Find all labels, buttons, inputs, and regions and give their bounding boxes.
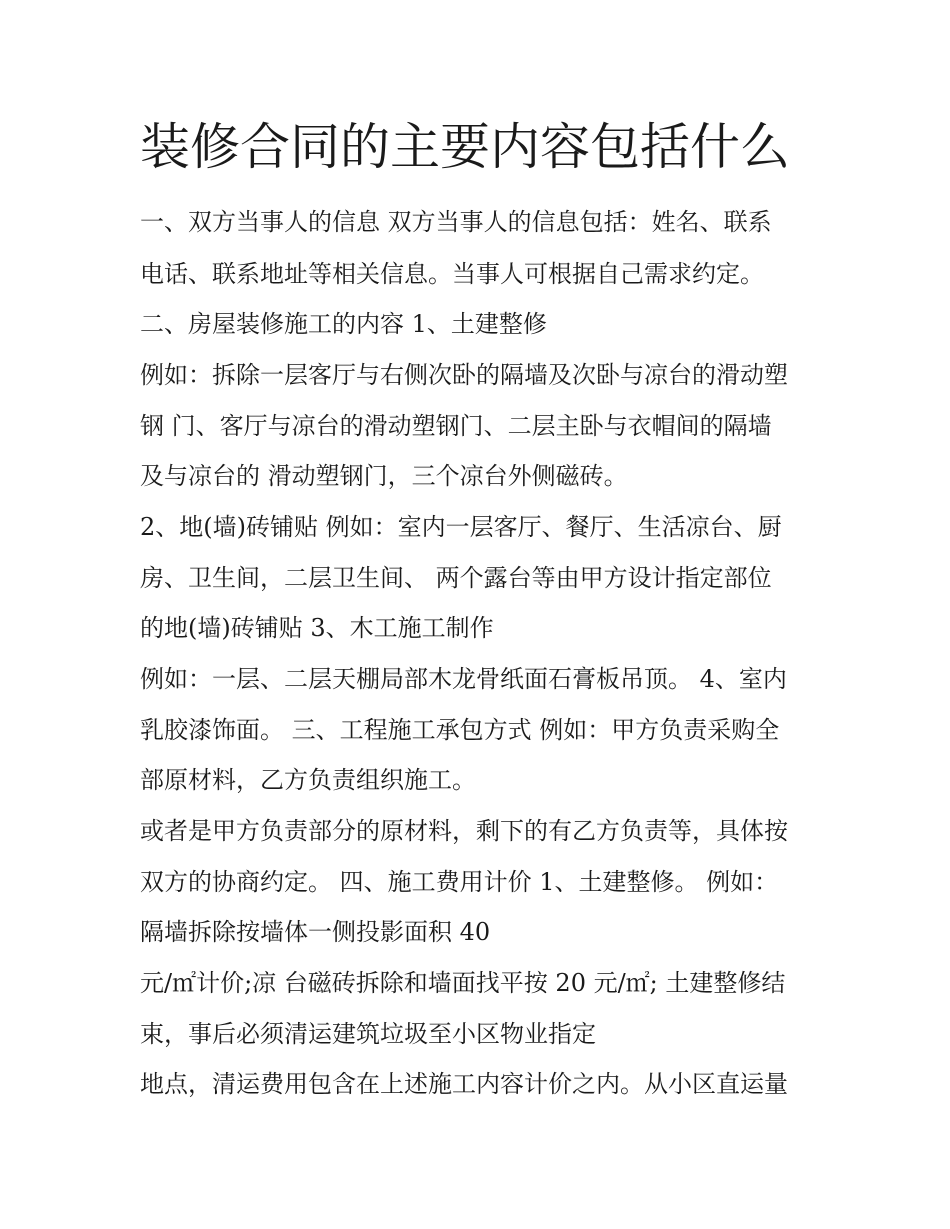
body-line: 及与凉台的 滑动塑钢门，三个凉台外侧磁砖。 [140,462,628,490]
body-line: 例如：一层、二层天棚局部木龙骨纸面石膏板吊顶。 4、室内 [140,665,787,693]
body-line: 2、地(墙)砖铺贴 例如：室内一层客厅、餐厅、生活凉台、厨 [140,513,782,541]
body-line: 元/㎡计价;凉 台磁砖拆除和墙面找平按 20 元/㎡; 土建整修结 [140,969,786,997]
body-line: 例如：拆除一层客厅与右侧次卧的隔墙及次卧与凉台的滑动塑 [140,361,788,389]
body-line: 地点，清运费用包含在上述施工内容计价之内。从小区直运量 [140,1070,788,1098]
body-line: 双方的协商约定。 四、施工费用计价 1、土建整修。 例如： [140,868,779,896]
body-line: 一、双方当事人的信息 双方当事人的信息包括：姓名、联系 [140,208,772,236]
body-line: 的地(墙)砖铺贴 3、木工施工制作 [140,614,494,642]
body-line: 房、卫生间，二层卫生间、 两个露台等由甲方设计指定部位 [140,564,772,592]
body-line: 乳胶漆饰面。 三、工程施工承包方式 例如：甲方负责采购全 [140,716,780,744]
body-line: 束，事后必须清运建筑垃圾至小区物业指定 [140,1020,596,1048]
body-line: 钢 门、客厅与凉台的滑动塑钢门、二层主卧与衣帽间的隔墙 [140,412,772,440]
body-line: 电话、联系地址等相关信息。当事人可根据自己需求约定。 [140,260,764,288]
body-line: 二、房屋装修施工的内容 1、土建整修 [140,310,547,338]
body-line: 或者是甲方负责部分的原材料，剩下的有乙方负责等，具体按 [140,817,788,845]
body-line: 隔墙拆除按墙体一侧投影面积 40 [140,918,491,946]
document-title: 装修合同的主要内容包括什么 [140,118,790,176]
body-line: 部原材料，乙方负责组织施工。 [140,766,476,794]
